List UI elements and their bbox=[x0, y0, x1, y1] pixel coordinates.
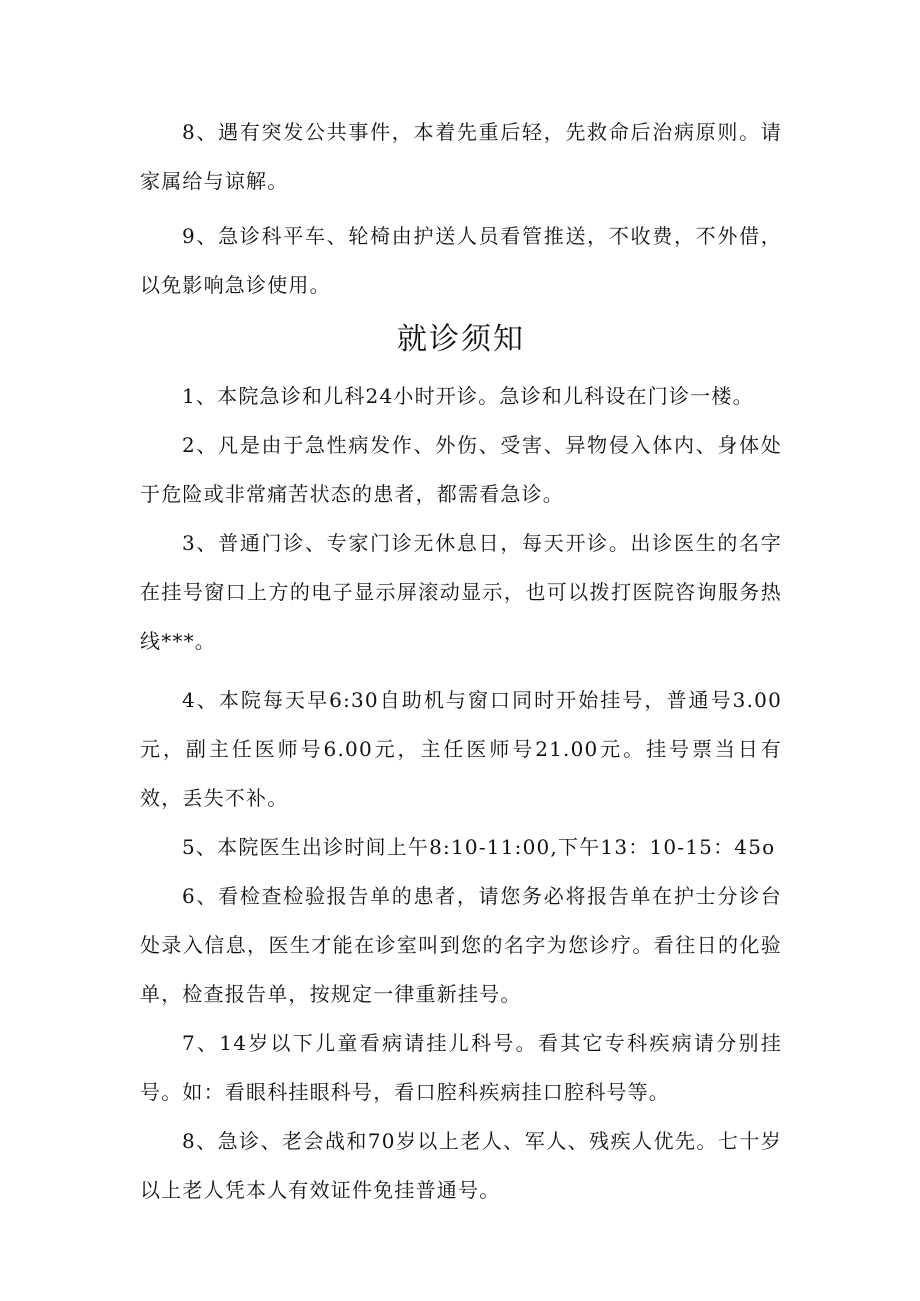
notice-item-8: 8、急诊、老会战和70岁以上老人、军人、残疾人优先。七十岁以上老人凭本人有效证件免挂普通号。 bbox=[140, 1129, 782, 1202]
notice-item-2: 2、凡是由于急性病发作、外伤、受害、异物侵入体内、身体处于危险或非常痛苦状态的患者，都需看急诊。 bbox=[140, 433, 782, 506]
prior-item-9: 9、急诊科平车、轮椅由护送人员看管推送，不收费，不外借，以免影响急诊使用。 bbox=[140, 224, 782, 297]
notice-item-7: 7、14岁以下儿童看病请挂儿科号。看其它专科疾病请分别挂号。如：看眼科挂眼科号，看口腔科疾病挂口腔科号等。 bbox=[140, 1031, 782, 1104]
prior-item-8: 8、遇有突发公共事件，本着先重后轻，先救命后治病原则。请家属给与谅解。 bbox=[140, 120, 782, 193]
section-title: 就诊须知 bbox=[397, 322, 525, 357]
notice-item-4: 4、本院每天早6:30自助机与窗口同时开始挂号，普通号3.00元，副主任医师号6.00元，主任医师号21.00元。挂号票当日有效，丢失不补。 bbox=[140, 688, 782, 810]
document-page bbox=[140, 108, 782, 1215]
notice-item-3: 3、普通门诊、专家门诊无休息日，每天开诊。出诊医生的名字在挂号窗口上方的电子显示屏滚动显示，也可以拨打医院咨询服务热线***。 bbox=[140, 531, 782, 653]
notice-item-6: 6、看检查检验报告单的患者，请您务必将报告单在护士分诊台处录入信息，医生才能在诊室叫到您的名字为您诊疗。看往日的化验单，检查报告单，按规定一律重新挂号。 bbox=[140, 884, 782, 1006]
notice-item-1: 1、本院急诊和儿科24小时开诊。急诊和儿科设在门诊一楼。 bbox=[182, 384, 754, 408]
notice-item-5: 5、本院医生出诊时间上午8:10-11:00,下午13：10-15：45o bbox=[182, 835, 776, 859]
